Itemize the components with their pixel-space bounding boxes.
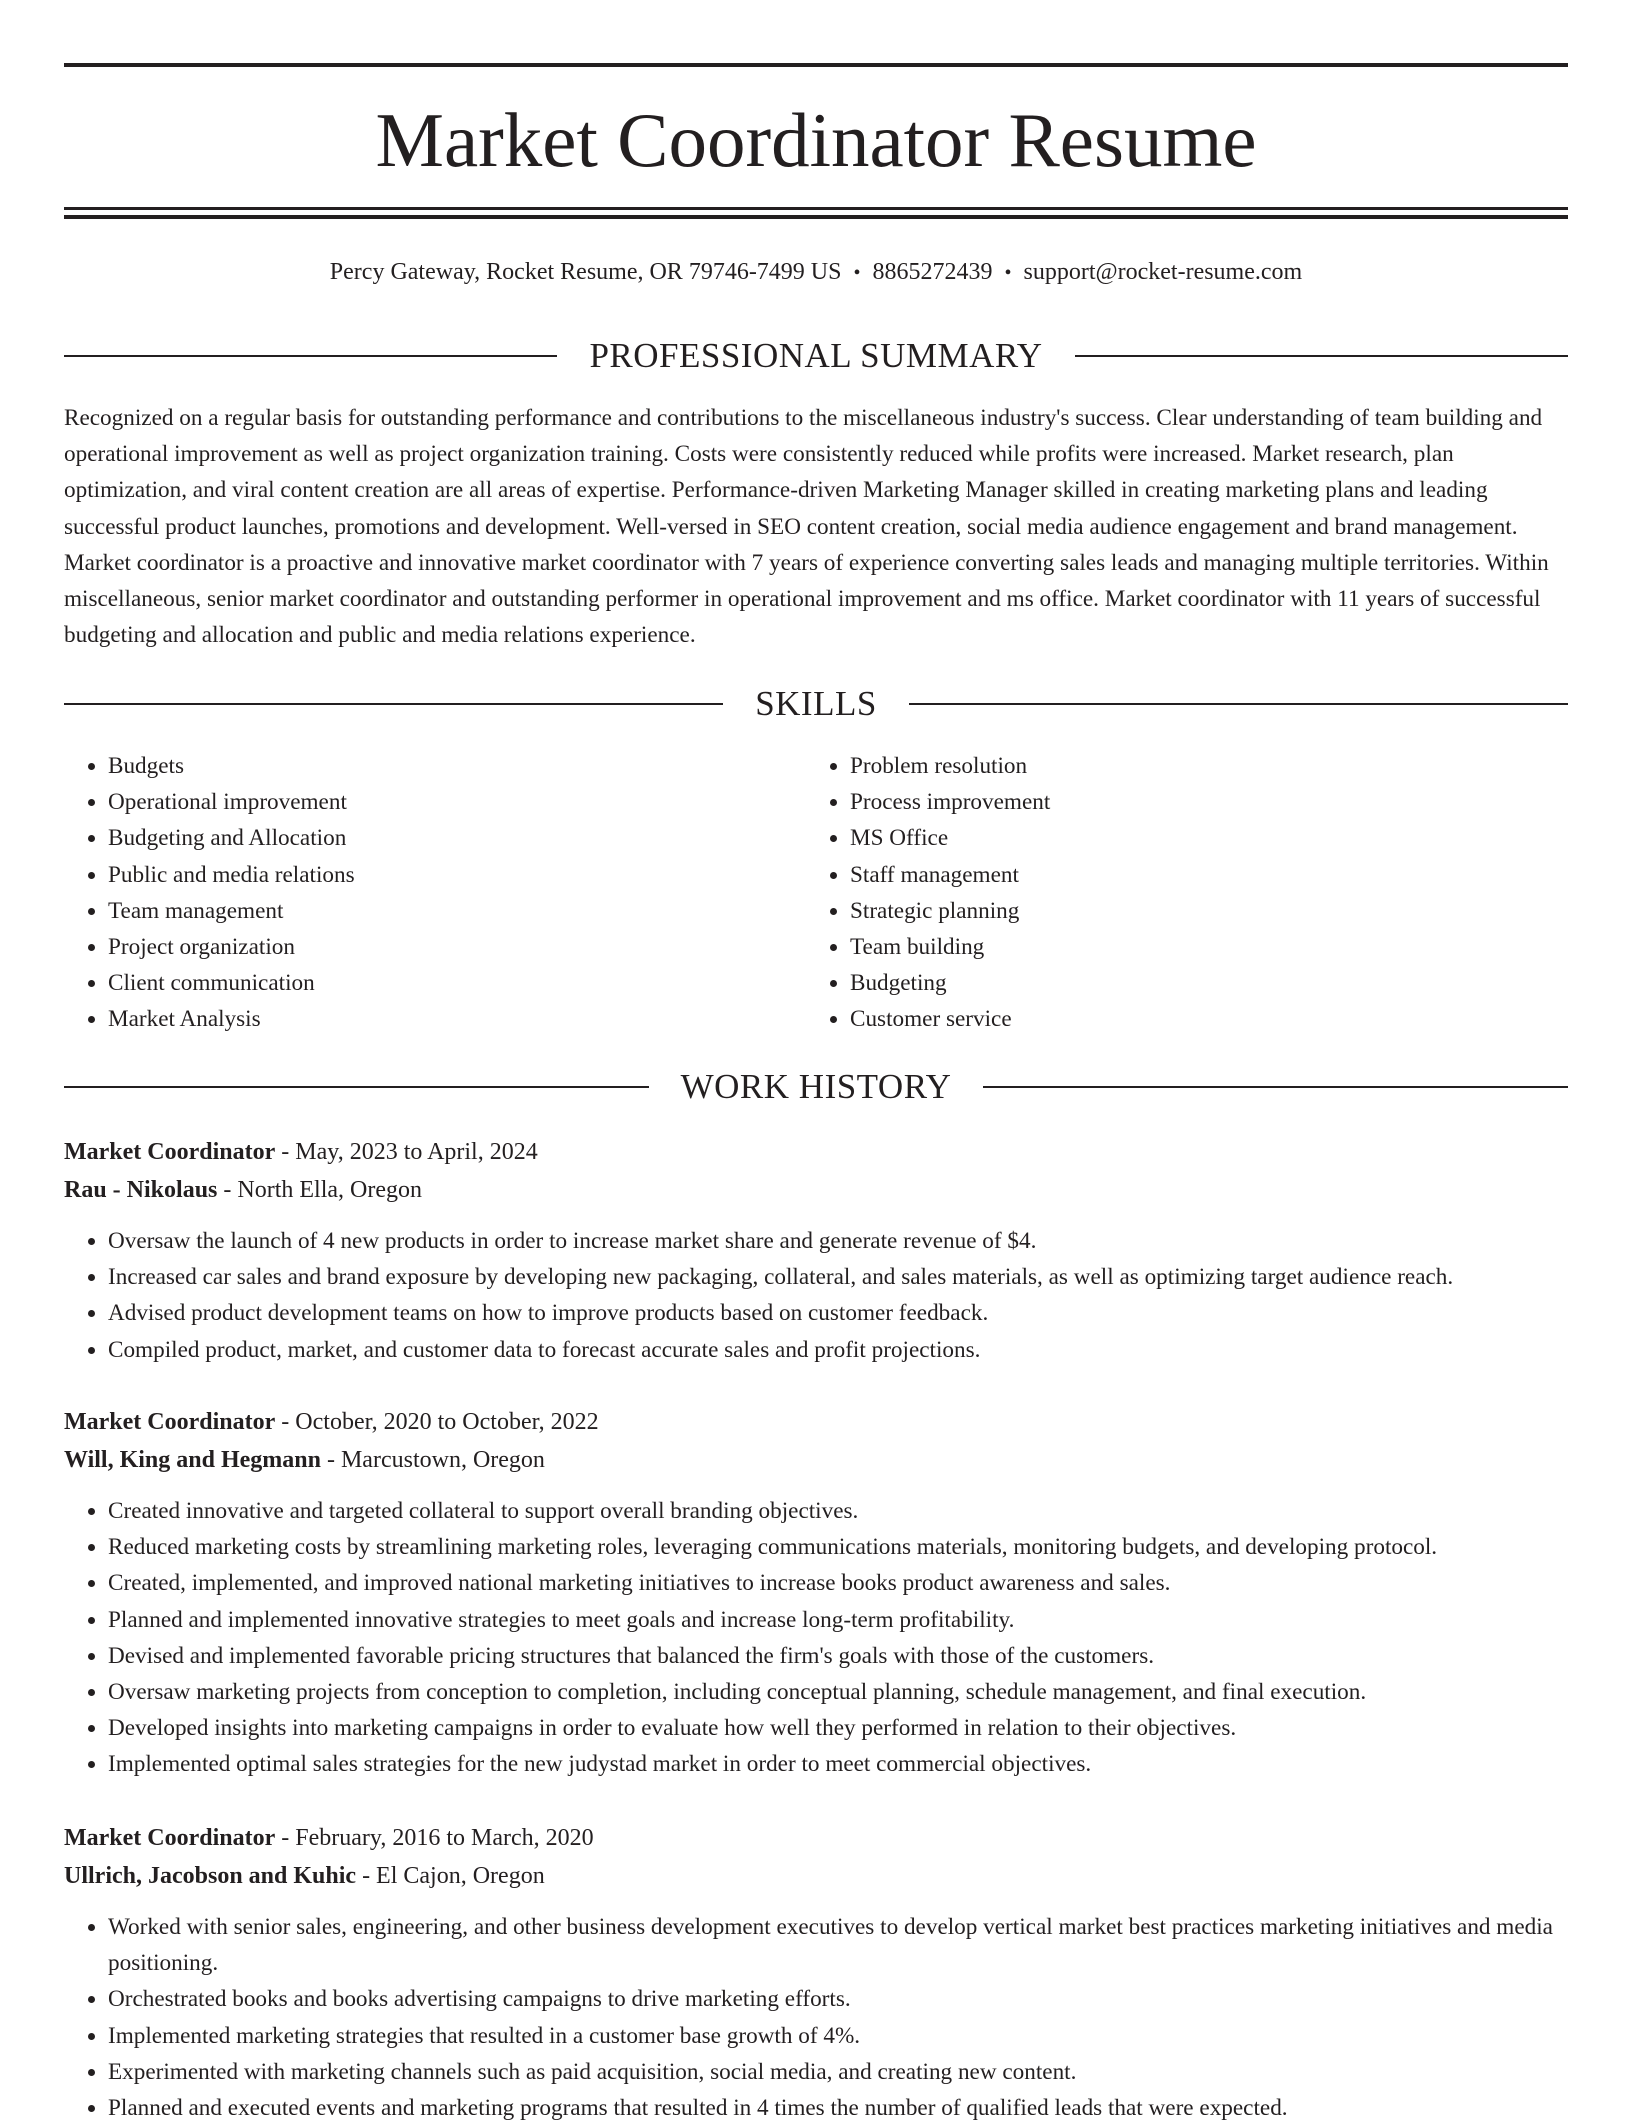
job-company-line: [64, 1171, 1568, 1209]
skill-item: • Market Analysis: [108, 1001, 806, 1037]
job-bullet: • Created, implemented, and improved national marketing initiatives to increase books product awareness and sales.: [108, 1565, 1568, 1601]
skill-item: • Budgeting and Allocation: [108, 820, 806, 856]
job-title-line: [64, 1403, 1568, 1441]
summary-section-header: [64, 334, 1568, 378]
job-title: Market Coordinator: [64, 1409, 276, 1435]
job-company-line: [64, 1441, 1568, 1479]
job-bullet: • Implemented marketing strategies that resulted in a customer base growth of 4%.: [108, 2018, 1568, 2054]
skill-item: • Team building: [850, 929, 1548, 965]
section-rule-right: [909, 703, 1568, 705]
skill-item: • Customer service: [850, 1001, 1548, 1037]
job-bullet: • Reduced marketing costs by streamlining marketing roles, leveraging communications materials, monitoring budgets, and developing protocol.: [108, 1529, 1568, 1565]
contact-separator: •: [853, 262, 861, 284]
job-company: Ullrich, Jacobson and Kuhic: [64, 1863, 357, 1889]
section-rule-right: [983, 1086, 1568, 1088]
job-bullet: • Oversaw marketing projects from conception to completion, including conceptual planning, schedule management, and final execution.: [108, 1674, 1568, 1710]
skills-column-left: [64, 748, 806, 1038]
job-dates: - February, 2016 to March, 2020: [275, 1825, 594, 1851]
job-entry: [64, 1403, 1568, 1783]
job-bullets: [64, 1493, 1568, 1783]
job-title: Market Coordinator: [64, 1825, 276, 1851]
skill-item: • Public and media relations: [108, 857, 806, 893]
job-title-line: [64, 1133, 1568, 1171]
skills-section-title: SKILLS: [755, 684, 877, 723]
work-history-section-header: [64, 1065, 1568, 1109]
section-rule-left: [64, 355, 557, 357]
skill-item: • Budgeting: [850, 965, 1548, 1001]
job-bullet: • Created innovative and targeted collateral to support overall branding objectives.: [108, 1493, 1568, 1529]
skill-item: • Problem resolution: [850, 748, 1548, 784]
header-double-rule-lower: [64, 215, 1568, 219]
job-location: - Marcustown, Oregon: [320, 1447, 545, 1473]
contact-line: [64, 254, 1568, 291]
job-bullet: • Implemented optimal sales strategies for the new judystad market in order to meet commercial objectives.: [108, 1746, 1568, 1782]
work-history-section-title: WORK HISTORY: [680, 1067, 952, 1106]
professional-summary-text: Recognized on a regular basis for outstanding performance and contributions to the miscellaneous industry's success. Clear understanding of team building and operational improvement as well as project organization training. Costs were consistently reduced while profits were increased. Market research, plan optimization, and viral content creation are all areas of expertise. Performance-driven Marketing Manager skilled in creating marketing plans and leading successful product launches, promotions and development. Well-versed in SEO content creation, social media audience engagement and brand management. Market coordinator is a proactive and innovative market coordinator with 7 years of experience converting sales leads and managing multiple territories. Within miscellaneous, senior market coordinator and outstanding performer in operational improvement and ms office. Market coordinator with 11 years of successful budgeting and allocation and public and media relations experience.: [64, 405, 1549, 649]
section-rule-right: [1075, 355, 1568, 357]
job-bullet: • Advised product development teams on how to improve products based on customer feedback.: [108, 1295, 1568, 1331]
skill-item: • Budgets: [108, 748, 806, 784]
job-bullet: • Planned and implemented innovative strategies to meet goals and increase long-term profitability.: [108, 1602, 1568, 1638]
job-bullet: • Planned and executed events and marketing programs that resulted in 4 times the number of qualified leads that were expected.: [108, 2090, 1568, 2126]
skill-item: • Client communication: [108, 965, 806, 1001]
job-bullets: [64, 1909, 1568, 2126]
contact-phone: 8865272439: [872, 259, 993, 285]
job-title: Market Coordinator: [64, 1139, 276, 1165]
job-company: Rau - Nikolaus: [64, 1177, 218, 1203]
job-location: - El Cajon, Oregon: [356, 1863, 545, 1889]
job-location: - North Ella, Oregon: [217, 1177, 422, 1203]
contact-address: Percy Gateway, Rocket Resume, OR 79746-7499 US: [329, 259, 842, 285]
skill-item: • Process improvement: [850, 784, 1548, 820]
job-entry: [64, 1819, 1568, 2126]
skill-item: • Strategic planning: [850, 893, 1548, 929]
job-title-line: [64, 1819, 1568, 1857]
job-bullet: • Developed insights into marketing campaigns in order to evaluate how well they performed in relation to their objectives.: [108, 1710, 1568, 1746]
job-bullet: • Experimented with marketing channels such as paid acquisition, social media, and creating new content.: [108, 2054, 1568, 2090]
job-bullet: • Oversaw the launch of 4 new products in order to increase market share and generate revenue of $4.: [108, 1223, 1568, 1259]
job-bullet: • Compiled product, market, and customer data to forecast accurate sales and profit projections.: [108, 1332, 1568, 1368]
contact-separator: •: [1004, 262, 1012, 284]
job-dates: - May, 2023 to April, 2024: [275, 1139, 538, 1165]
skill-item: • Team management: [108, 893, 806, 929]
skills-section-header: [64, 682, 1568, 726]
skill-item: • Staff management: [850, 857, 1548, 893]
job-dates: - October, 2020 to October, 2022: [275, 1409, 599, 1435]
skill-item: • Project organization: [108, 929, 806, 965]
section-rule-left: [64, 703, 723, 705]
contact-email: support@rocket-resume.com: [1023, 259, 1303, 285]
summary-section-title: PROFESSIONAL SUMMARY: [589, 336, 1043, 375]
job-company: Will, King and Hegmann: [64, 1447, 321, 1473]
job-bullet: • Devised and implemented favorable pricing structures that balanced the firm's goals with those of the customers.: [108, 1638, 1568, 1674]
job-bullets: [64, 1223, 1568, 1368]
job-company-line: [64, 1857, 1568, 1895]
header-top-rule: [64, 63, 1568, 67]
job-bullet: • Increased car sales and brand exposure by developing new packaging, collateral, and sales materials, as well as optimizing target audience reach.: [108, 1259, 1568, 1295]
skill-item: • Operational improvement: [108, 784, 806, 820]
section-rule-left: [64, 1086, 649, 1088]
skills-column-right: [806, 748, 1548, 1038]
job-bullet: • Worked with senior sales, engineering, and other business development executives to develop vertical market best practices marketing initiatives and media positioning.: [108, 1909, 1568, 1981]
header-double-rule-upper: [64, 207, 1568, 210]
skill-item: • MS Office: [850, 820, 1548, 856]
job-bullet: • Orchestrated books and books advertising campaigns to drive marketing efforts.: [108, 1981, 1568, 2017]
skills-list: [64, 748, 1568, 1038]
resume-title: Market Coordinator Resume: [375, 97, 1257, 183]
job-entry: [64, 1133, 1568, 1368]
